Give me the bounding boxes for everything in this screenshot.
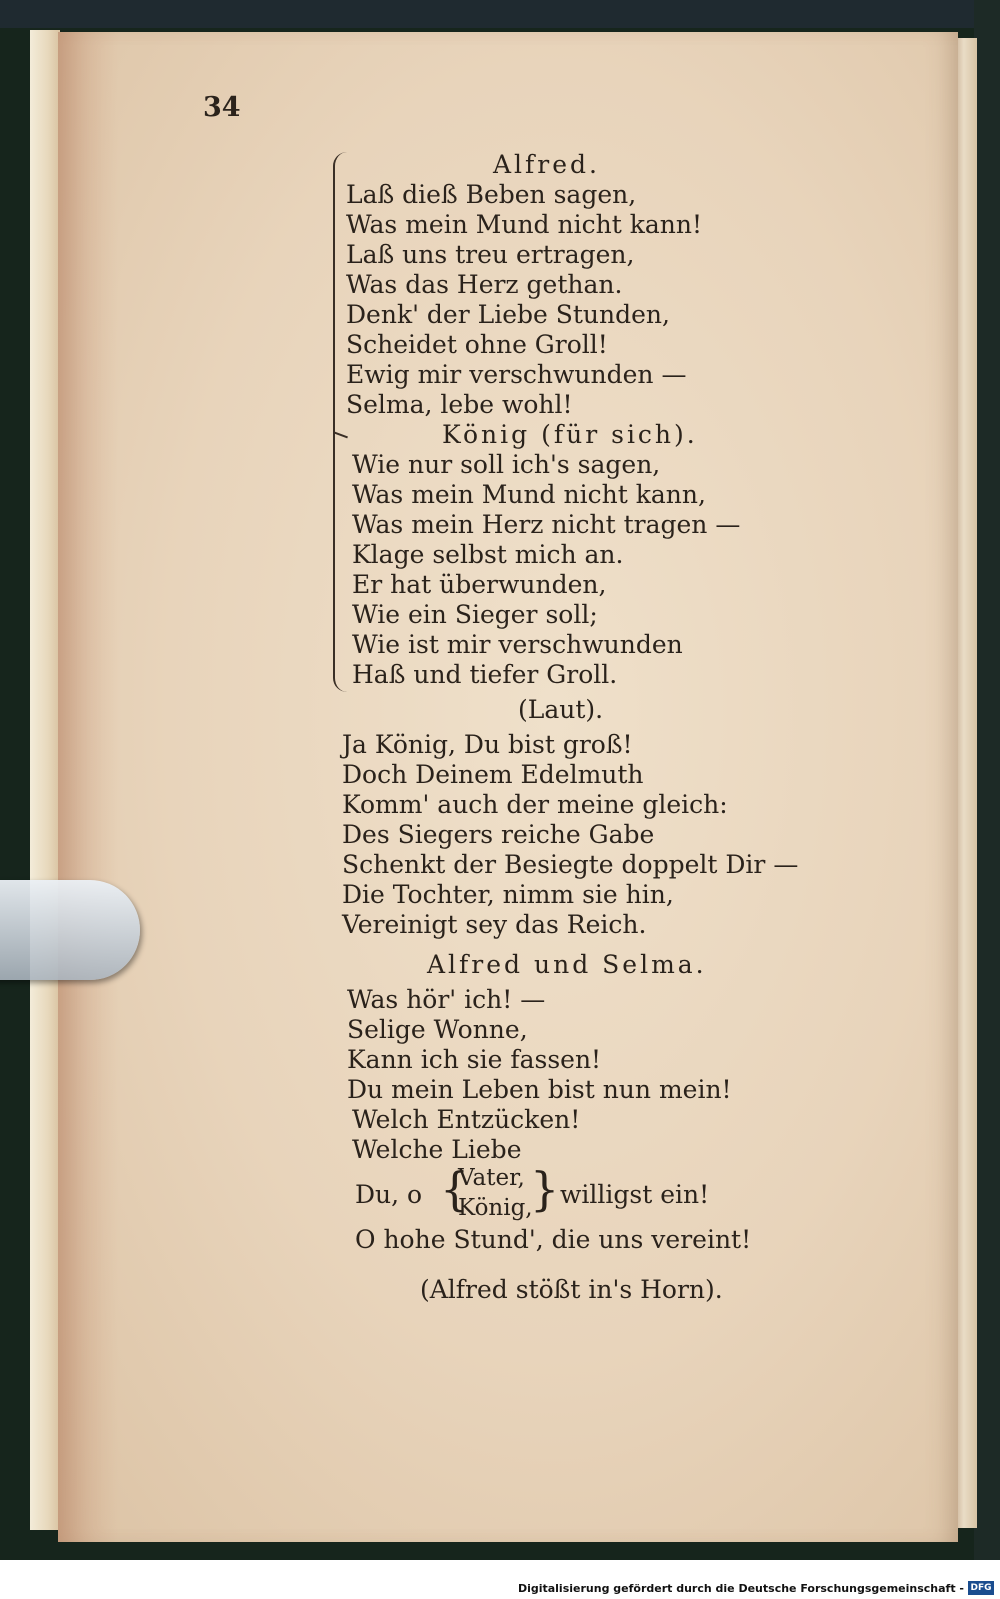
dfg-logo-icon: DFG xyxy=(968,1581,994,1595)
speaker-alfred-und-selma: Alfred und Selma. xyxy=(427,950,707,979)
stage-direction: (Laut). xyxy=(518,695,604,724)
scan-background-top xyxy=(0,0,1000,28)
text-line: willigst ein! xyxy=(560,1180,710,1209)
text-line: Wie ein Sieger soll; xyxy=(352,600,598,629)
text-line: Welch Entzücken! xyxy=(352,1105,581,1134)
text-line: Klage selbst mich an. xyxy=(352,540,624,569)
speaker-koenig: König (für sich). xyxy=(442,420,698,449)
book-page-edges-left xyxy=(30,30,60,1530)
text-line: Komm' auch der meine gleich: xyxy=(342,790,728,819)
text-line: Selma, lebe wohl! xyxy=(346,390,573,419)
text-line: Scheidet ohne Groll! xyxy=(346,330,608,359)
text-line: Wie nur soll ich's sagen, xyxy=(352,450,661,479)
text-line: O hohe Stund', die uns vereint! xyxy=(355,1225,752,1254)
page-gutter-shade xyxy=(58,32,118,1542)
text-line: Was das Herz gethan. xyxy=(346,270,623,299)
text-line: Haß und tiefer Groll. xyxy=(352,660,618,689)
text-line: Was mein Herz nicht tragen — xyxy=(352,510,741,539)
text-line: König, xyxy=(458,1195,533,1221)
page-number: 34 xyxy=(203,92,241,123)
text-line: Kann ich sie fassen! xyxy=(347,1045,602,1074)
text-line: Wie ist mir verschwunden xyxy=(352,630,683,659)
text-line: Die Tochter, nimm sie hin, xyxy=(342,880,674,909)
text-line: Was mein Mund nicht kann! xyxy=(346,210,702,239)
text-line: Du mein Leben bist nun mein! xyxy=(347,1075,732,1104)
text-line: Des Siegers reiche Gabe xyxy=(342,820,655,849)
text-line: Vater, xyxy=(458,1165,525,1191)
text-line: Laß uns treu ertragen, xyxy=(346,240,635,269)
text-line: Laß dieß Beben sagen, xyxy=(346,180,637,209)
text-line: Was mein Mund nicht kann, xyxy=(352,480,706,509)
stage-direction: (Alfred stößt in's Horn). xyxy=(420,1275,723,1304)
book-page-edges-right xyxy=(955,38,977,1528)
text-line: Schenkt der Besiegte doppelt Dir — xyxy=(342,850,799,879)
text-line: Welche Liebe xyxy=(352,1135,522,1164)
page-clip xyxy=(0,880,140,980)
text-line: Doch Deinem Edelmuth xyxy=(342,760,644,789)
small-brace-right: } xyxy=(530,1162,560,1216)
text-line: Er hat überwunden, xyxy=(352,570,607,599)
text-line: Ja König, Du bist groß! xyxy=(342,730,633,759)
speaker-alfred: Alfred. xyxy=(493,150,600,179)
text-line: Du, o xyxy=(355,1180,423,1209)
text-line: Was hör' ich! — xyxy=(347,985,546,1014)
text-line: Ewig mir verschwunden — xyxy=(346,360,687,389)
scan-background-right xyxy=(974,0,1000,1560)
text-line: Vereinigt sey das Reich. xyxy=(342,910,647,939)
small-brace-left: { xyxy=(440,1162,470,1216)
text-line: Selige Wonne, xyxy=(347,1015,528,1044)
footer-credit: Digitalisierung gefördert durch die Deutsche Forschungsgemeinschaft - xyxy=(517,1582,964,1595)
text-line: Denk' der Liebe Stunden, xyxy=(346,300,670,329)
